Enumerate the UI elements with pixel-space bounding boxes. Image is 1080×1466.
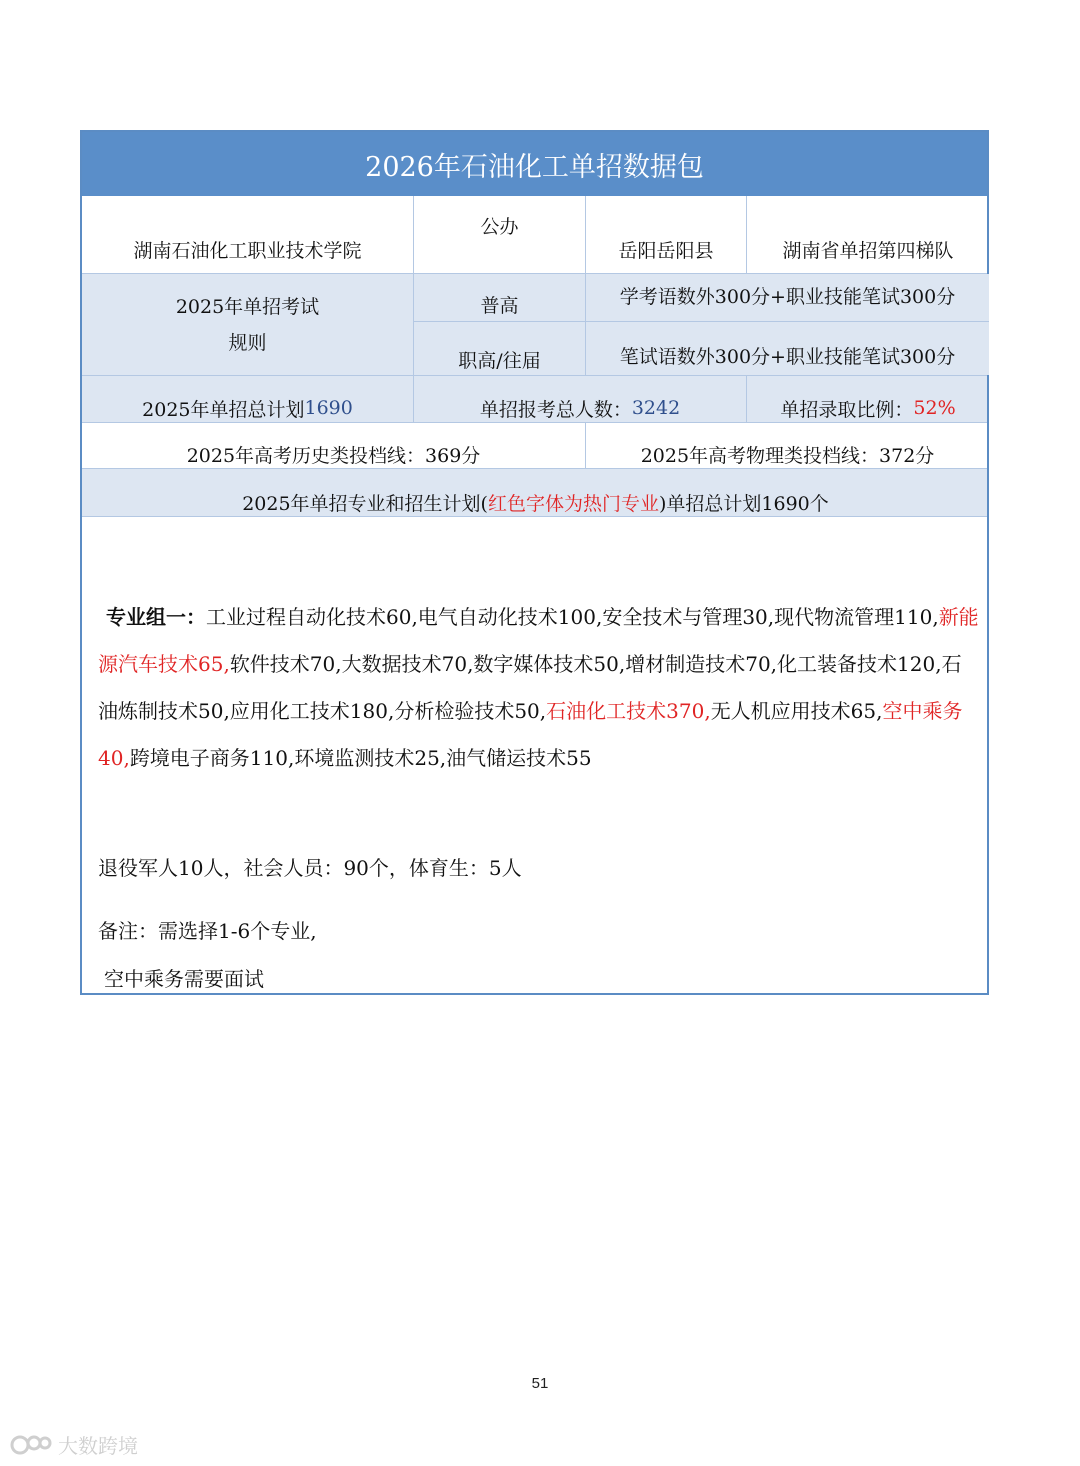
plan-total-label: 2025年单招总计划 [142,398,305,421]
majors-header-hot-note: 红色字体为热门专业 [487,493,659,515]
group-1-seg3: 无人机应用技术65, [710,699,883,723]
school-tier: 湖南省单招第四梯队 [782,240,954,262]
group-1-seg2: 软件技术70,大数据技术70,数字媒体技术50,增材制造技术70,化工装备技术120,石油炼制技术50,应用化工技术180,分析检验技术50, [98,652,962,723]
watermark [10,1430,138,1459]
majors-divider [82,516,987,517]
majors-header-prefix: 2025年单招专业和招生计划( [242,493,488,515]
page-number: 51 [531,1375,549,1392]
note-line-2: 空中乘务需要面试 [104,967,264,991]
school-location: 岳阳岳阳县 [586,196,747,273]
sheet-title: 2026年石油化工单招数据包 [82,132,987,196]
admission-ratio [747,376,989,422]
applicants-value: 3242 [631,397,681,419]
score-lines-row [82,422,987,468]
rule-text-general: 学考语数外300分+职业技能笔试300分 [586,274,989,321]
quota-line: 退役军人10人，社会人员：90个，体育生：5人 [98,856,522,880]
rule-category-general: 普高 [414,274,586,321]
major-group-1 [98,594,979,782]
note-line-1: 备注：需选择1-6个专业, [98,919,317,943]
stats-row [82,375,987,422]
majors-header-row [82,468,987,516]
plan-total [82,376,414,422]
exam-rules-label-line2: 规则 [228,331,267,354]
physics-line: 2025年高考物理类投档线：372分 [640,445,935,467]
school-type: 公办 [414,196,586,273]
data-sheet [80,130,989,995]
group-1-hot3: 空中乘务40, [98,699,963,770]
applicants-label: 单招报考总人数： [479,398,632,421]
ratio-value: 52% [913,397,956,419]
majors-header [82,469,989,516]
applicants-total [414,376,747,422]
watermark-logo-icon [10,1432,52,1458]
group-1-label: 专业组一： [106,605,206,629]
history-line: 2025年高考历史类投档线：369分 [82,423,586,468]
rule-category-vocational: 职高/往届 [414,321,586,375]
watermark-text: 大数跨境 [58,1434,138,1458]
ratio-label: 单招录取比例： [780,398,914,421]
exam-rules-row [82,273,987,375]
exam-rules-label-line1: 2025年单招考试 [175,295,320,318]
group-1-hot1: 新能源汽车技术65, [98,605,979,676]
school-info-row [82,196,987,273]
exam-rules-label [82,274,414,375]
school-name: 湖南石油化工职业技术学院 [82,196,414,273]
group-1-seg4: 跨境电子商务110,环境监测技术25,油气储运技术55 [129,746,592,770]
group-1-hot2: 石油化工技术370, [546,699,711,723]
rule-text-vocational: 笔试语数外300分+职业技能笔试300分 [586,321,989,375]
group-1-seg1: 工业过程自动化技术60,电气自动化技术100,安全技术与管理30,现代物流管理110, [206,605,939,629]
plan-total-value: 1690 [304,397,353,419]
majors-header-suffix: )单招总计划1690个 [659,493,829,515]
